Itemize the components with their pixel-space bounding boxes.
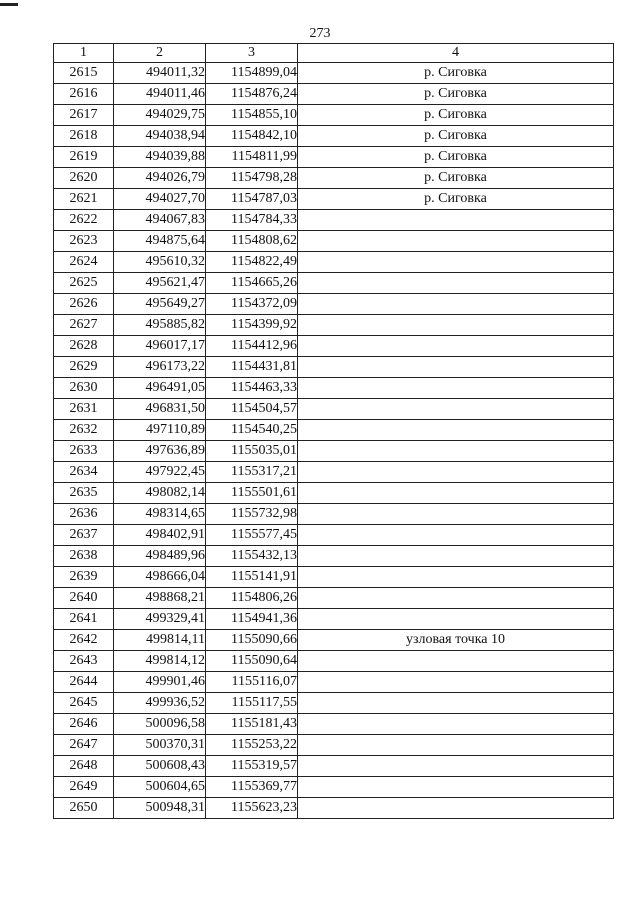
note-cell: р. Сиговка	[298, 105, 614, 126]
y-coordinate-cell: 1155090,64	[206, 651, 298, 672]
y-coordinate-cell: 1154808,62	[206, 231, 298, 252]
x-coordinate-cell: 498666,04	[114, 567, 206, 588]
point-number-cell: 2644	[54, 672, 114, 693]
table-row	[54, 546, 614, 567]
x-coordinate-cell: 494027,70	[114, 189, 206, 210]
x-coordinate-cell: 494039,88	[114, 147, 206, 168]
y-coordinate-cell: 1154941,36	[206, 609, 298, 630]
table-row	[54, 189, 614, 210]
y-coordinate-cell: 1154504,57	[206, 399, 298, 420]
y-coordinate-cell: 1155577,45	[206, 525, 298, 546]
y-coordinate-cell: 1154899,04	[206, 63, 298, 84]
x-coordinate-cell: 496173,22	[114, 357, 206, 378]
point-number-cell: 2617	[54, 105, 114, 126]
y-coordinate-cell: 1155117,55	[206, 693, 298, 714]
table-row	[54, 609, 614, 630]
note-cell	[298, 441, 614, 462]
x-coordinate-cell: 494011,46	[114, 84, 206, 105]
x-coordinate-cell: 499814,12	[114, 651, 206, 672]
page-number: 273	[309, 26, 331, 41]
table-row	[54, 168, 614, 189]
point-number-cell: 2622	[54, 210, 114, 231]
note-cell: р. Сиговка	[298, 63, 614, 84]
x-coordinate-cell: 498402,91	[114, 525, 206, 546]
table-row	[54, 252, 614, 273]
table-row	[54, 693, 614, 714]
note-cell	[298, 231, 614, 252]
point-number-cell: 2630	[54, 378, 114, 399]
note-cell	[298, 777, 614, 798]
table-row	[54, 567, 614, 588]
table-row	[54, 378, 614, 399]
x-coordinate-cell: 494067,83	[114, 210, 206, 231]
x-coordinate-cell: 495610,32	[114, 252, 206, 273]
table-row	[54, 462, 614, 483]
point-number-cell: 2646	[54, 714, 114, 735]
note-cell	[298, 756, 614, 777]
table-row	[54, 357, 614, 378]
note-cell	[298, 588, 614, 609]
y-coordinate-cell: 1154463,33	[206, 378, 298, 399]
point-number-cell: 2616	[54, 84, 114, 105]
note-cell	[298, 294, 614, 315]
table-row	[54, 441, 614, 462]
note-cell	[298, 504, 614, 525]
point-number-cell: 2639	[54, 567, 114, 588]
y-coordinate-cell: 1154842,10	[206, 126, 298, 147]
y-coordinate-cell: 1154412,96	[206, 336, 298, 357]
x-coordinate-cell: 498489,96	[114, 546, 206, 567]
table-row	[54, 315, 614, 336]
note-cell: р. Сиговка	[298, 189, 614, 210]
x-coordinate-cell: 500604,65	[114, 777, 206, 798]
table-row	[54, 756, 614, 777]
table-row	[54, 588, 614, 609]
table-row	[54, 210, 614, 231]
note-cell	[298, 315, 614, 336]
point-number-cell: 2634	[54, 462, 114, 483]
note-cell	[298, 336, 614, 357]
x-coordinate-cell: 495885,82	[114, 315, 206, 336]
table-row	[54, 672, 614, 693]
point-number-cell: 2615	[54, 63, 114, 84]
y-coordinate-cell: 1155369,77	[206, 777, 298, 798]
table-row	[54, 525, 614, 546]
table-row	[54, 126, 614, 147]
note-cell	[298, 567, 614, 588]
point-number-cell: 2631	[54, 399, 114, 420]
table-row	[54, 294, 614, 315]
column-header-1: 1	[54, 44, 114, 63]
table-row	[54, 399, 614, 420]
y-coordinate-cell: 1155090,66	[206, 630, 298, 651]
table-row	[54, 735, 614, 756]
y-coordinate-cell: 1155623,23	[206, 798, 298, 819]
x-coordinate-cell: 496017,17	[114, 336, 206, 357]
point-number-cell: 2633	[54, 441, 114, 462]
point-number-cell: 2650	[54, 798, 114, 819]
y-coordinate-cell: 1154806,26	[206, 588, 298, 609]
point-number-cell: 2649	[54, 777, 114, 798]
point-number-cell: 2645	[54, 693, 114, 714]
y-coordinate-cell: 1154798,28	[206, 168, 298, 189]
note-cell: р. Сиговка	[298, 126, 614, 147]
point-number-cell: 2642	[54, 630, 114, 651]
x-coordinate-cell: 498868,21	[114, 588, 206, 609]
x-coordinate-cell: 494029,75	[114, 105, 206, 126]
note-cell	[298, 714, 614, 735]
y-coordinate-cell: 1155141,91	[206, 567, 298, 588]
y-coordinate-cell: 1154372,09	[206, 294, 298, 315]
x-coordinate-cell: 497110,89	[114, 420, 206, 441]
point-number-cell: 2636	[54, 504, 114, 525]
y-coordinate-cell: 1154399,92	[206, 315, 298, 336]
y-coordinate-cell: 1154811,99	[206, 147, 298, 168]
y-coordinate-cell: 1154855,10	[206, 105, 298, 126]
table-row	[54, 630, 614, 651]
point-number-cell: 2621	[54, 189, 114, 210]
point-number-cell: 2647	[54, 735, 114, 756]
point-number-cell: 2619	[54, 147, 114, 168]
point-number-cell: 2643	[54, 651, 114, 672]
point-number-cell: 2637	[54, 525, 114, 546]
x-coordinate-cell: 499814,11	[114, 630, 206, 651]
note-cell	[298, 693, 614, 714]
note-cell: р. Сиговка	[298, 147, 614, 168]
x-coordinate-cell: 500608,43	[114, 756, 206, 777]
point-number-cell: 2620	[54, 168, 114, 189]
x-coordinate-cell: 496831,50	[114, 399, 206, 420]
y-coordinate-cell: 1155501,61	[206, 483, 298, 504]
note-cell	[298, 378, 614, 399]
point-number-cell: 2628	[54, 336, 114, 357]
table-row	[54, 714, 614, 735]
point-number-cell: 2624	[54, 252, 114, 273]
table-row	[54, 777, 614, 798]
x-coordinate-cell: 495621,47	[114, 273, 206, 294]
y-coordinate-cell: 1155317,21	[206, 462, 298, 483]
table-row	[54, 147, 614, 168]
column-header-4: 4	[298, 44, 614, 63]
x-coordinate-cell: 498082,14	[114, 483, 206, 504]
note-cell	[298, 525, 614, 546]
point-number-cell: 2618	[54, 126, 114, 147]
table-row	[54, 231, 614, 252]
note-cell	[298, 273, 614, 294]
y-coordinate-cell: 1155732,98	[206, 504, 298, 525]
y-coordinate-cell: 1155181,43	[206, 714, 298, 735]
note-cell	[298, 462, 614, 483]
table-header-row	[54, 44, 614, 63]
x-coordinate-cell: 500370,31	[114, 735, 206, 756]
point-number-cell: 2638	[54, 546, 114, 567]
table-row	[54, 504, 614, 525]
note-cell	[298, 399, 614, 420]
note-cell	[298, 210, 614, 231]
point-number-cell: 2629	[54, 357, 114, 378]
y-coordinate-cell: 1154540,25	[206, 420, 298, 441]
note-cell	[298, 252, 614, 273]
point-number-cell: 2640	[54, 588, 114, 609]
note-cell	[298, 651, 614, 672]
table-row	[54, 336, 614, 357]
note-cell	[298, 420, 614, 441]
point-number-cell: 2635	[54, 483, 114, 504]
table-row	[54, 105, 614, 126]
y-coordinate-cell: 1155432,13	[206, 546, 298, 567]
x-coordinate-cell: 497636,89	[114, 441, 206, 462]
y-coordinate-cell: 1154431,81	[206, 357, 298, 378]
table-row	[54, 483, 614, 504]
column-header-2: 2	[114, 44, 206, 63]
y-coordinate-cell: 1155116,07	[206, 672, 298, 693]
note-cell: узловая точка 10	[298, 630, 614, 651]
note-cell	[298, 798, 614, 819]
y-coordinate-cell: 1155035,01	[206, 441, 298, 462]
x-coordinate-cell: 499901,46	[114, 672, 206, 693]
y-coordinate-cell: 1154822,49	[206, 252, 298, 273]
x-coordinate-cell: 494026,79	[114, 168, 206, 189]
note-cell	[298, 609, 614, 630]
point-number-cell: 2626	[54, 294, 114, 315]
point-number-cell: 2623	[54, 231, 114, 252]
y-coordinate-cell: 1154784,33	[206, 210, 298, 231]
point-number-cell: 2625	[54, 273, 114, 294]
x-coordinate-cell: 498314,65	[114, 504, 206, 525]
point-number-cell: 2648	[54, 756, 114, 777]
table-row	[54, 420, 614, 441]
x-coordinate-cell: 495649,27	[114, 294, 206, 315]
note-cell: р. Сиговка	[298, 84, 614, 105]
note-cell	[298, 735, 614, 756]
x-coordinate-cell: 499936,52	[114, 693, 206, 714]
table-row	[54, 798, 614, 819]
note-cell	[298, 546, 614, 567]
x-coordinate-cell: 500096,58	[114, 714, 206, 735]
x-coordinate-cell: 497922,45	[114, 462, 206, 483]
note-cell: р. Сиговка	[298, 168, 614, 189]
note-cell	[298, 672, 614, 693]
x-coordinate-cell: 494011,32	[114, 63, 206, 84]
table-row	[54, 273, 614, 294]
table-row	[54, 84, 614, 105]
y-coordinate-cell: 1155319,57	[206, 756, 298, 777]
point-number-cell: 2632	[54, 420, 114, 441]
coordinates-table	[53, 43, 614, 819]
note-cell	[298, 483, 614, 504]
note-cell	[298, 357, 614, 378]
y-coordinate-cell: 1154876,24	[206, 84, 298, 105]
x-coordinate-cell: 496491,05	[114, 378, 206, 399]
table-row	[54, 63, 614, 84]
x-coordinate-cell: 494038,94	[114, 126, 206, 147]
x-coordinate-cell: 500948,31	[114, 798, 206, 819]
y-coordinate-cell: 1155253,22	[206, 735, 298, 756]
x-coordinate-cell: 494875,64	[114, 231, 206, 252]
column-header-3: 3	[206, 44, 298, 63]
y-coordinate-cell: 1154665,26	[206, 273, 298, 294]
y-coordinate-cell: 1154787,03	[206, 189, 298, 210]
point-number-cell: 2641	[54, 609, 114, 630]
x-coordinate-cell: 499329,41	[114, 609, 206, 630]
scan-mark	[0, 3, 18, 6]
table-row	[54, 651, 614, 672]
point-number-cell: 2627	[54, 315, 114, 336]
